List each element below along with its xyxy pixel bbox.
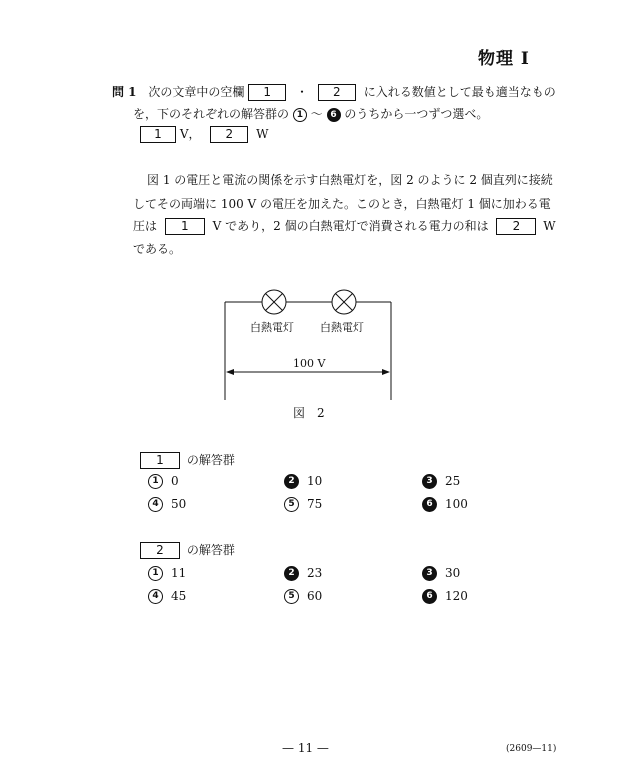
passage-text: 圧は	[133, 219, 158, 233]
arrow-head-right	[382, 369, 390, 375]
answer-group-title: の解答群	[186, 543, 235, 557]
question-number: 問 1	[112, 85, 137, 99]
question-text: 次の文章中の空欄	[148, 85, 245, 99]
answer-group-title: の解答群	[186, 453, 235, 467]
option-value: 45	[171, 589, 187, 603]
option-value: 75	[307, 497, 323, 511]
page-number: — 11 —	[282, 741, 329, 755]
option-value: 25	[445, 474, 461, 488]
answer-template	[140, 126, 269, 143]
option-value: 100	[445, 497, 468, 511]
answer-option[interactable]	[284, 566, 322, 581]
passage-line-3	[133, 218, 556, 235]
separator-dot: ・	[296, 85, 309, 99]
blank-box-2: 2	[318, 84, 356, 101]
lamp-icon	[262, 290, 286, 314]
unit-volt: V，	[179, 127, 201, 141]
circled-number-1: 1	[293, 108, 307, 122]
circuit-diagram	[200, 280, 420, 405]
answer-option[interactable]	[148, 497, 186, 512]
passage-line-2: してその両端に 100 V の電圧を加えた。このとき，白熱電灯 1 個に加わる電	[133, 197, 551, 211]
exam-code: (2609—11)	[506, 744, 557, 754]
question-text: のうちから一つずつ選べ。	[344, 107, 489, 121]
option-number: 5	[284, 589, 299, 604]
blank-box-1: 1	[140, 126, 176, 143]
option-value: 10	[307, 474, 323, 488]
option-number: 5	[284, 497, 299, 512]
answer-option[interactable]	[422, 589, 468, 604]
option-number: 2	[284, 474, 299, 489]
question-text: に入れる数値として最も適当なもの	[363, 85, 556, 99]
passage-unit: W	[543, 219, 556, 233]
answer-option[interactable]	[284, 474, 322, 489]
option-value: 50	[171, 497, 187, 511]
answer-option[interactable]	[284, 497, 322, 512]
answer-group-1-header	[140, 451, 235, 469]
answer-group-box: 1	[140, 452, 180, 469]
answer-option[interactable]	[422, 566, 460, 581]
answer-group-2-header	[140, 541, 235, 559]
blank-box-1: 1	[248, 84, 286, 101]
lamp-icon	[332, 290, 356, 314]
option-number: 6	[422, 589, 437, 604]
answer-option[interactable]	[148, 566, 186, 581]
answer-group-box: 2	[140, 542, 180, 559]
option-value: 30	[445, 566, 461, 580]
option-number: 4	[148, 589, 163, 604]
answer-option[interactable]	[284, 589, 322, 604]
figure-caption: 図 2	[293, 406, 325, 420]
answer-option[interactable]	[148, 589, 186, 604]
question-line-1	[112, 84, 556, 101]
blank-box-1: 1	[165, 218, 205, 235]
option-number: 4	[148, 497, 163, 512]
question-text: を，下のそれぞれの解答群の	[133, 107, 290, 121]
option-value: 0	[171, 474, 179, 488]
lamp-label-right: 白熱電灯	[320, 321, 364, 334]
option-number: 1	[148, 566, 163, 581]
blank-box-2: 2	[210, 126, 248, 143]
circled-number-6: 6	[327, 108, 341, 122]
option-number: 3	[422, 566, 437, 581]
blank-box-2: 2	[496, 218, 536, 235]
answer-option[interactable]	[148, 474, 179, 489]
option-value: 120	[445, 589, 468, 603]
unit-watt: W	[256, 127, 269, 141]
option-value: 60	[307, 589, 323, 603]
tilde: ～	[310, 107, 323, 121]
option-number: 1	[148, 474, 163, 489]
voltage-label: 100 V	[293, 357, 326, 370]
option-value: 11	[171, 566, 187, 580]
answer-option[interactable]	[422, 497, 468, 512]
option-value: 23	[307, 566, 323, 580]
answer-option[interactable]	[422, 474, 460, 489]
question-line-2	[133, 107, 488, 122]
passage-text: V であり，2 個の白熱電灯で消費される電力の和は	[212, 219, 489, 233]
option-number: 3	[422, 474, 437, 489]
subject-title: 物理 I	[478, 49, 530, 69]
passage-line-4: である。	[133, 242, 182, 256]
lamp-label-left: 白熱電灯	[250, 321, 294, 334]
arrow-head-left	[226, 369, 234, 375]
option-number: 2	[284, 566, 299, 581]
passage-line-1: 図 1 の電圧と電流の関係を示す白熱電灯を，図 2 のように 2 個直列に接続	[147, 173, 553, 187]
option-number: 6	[422, 497, 437, 512]
